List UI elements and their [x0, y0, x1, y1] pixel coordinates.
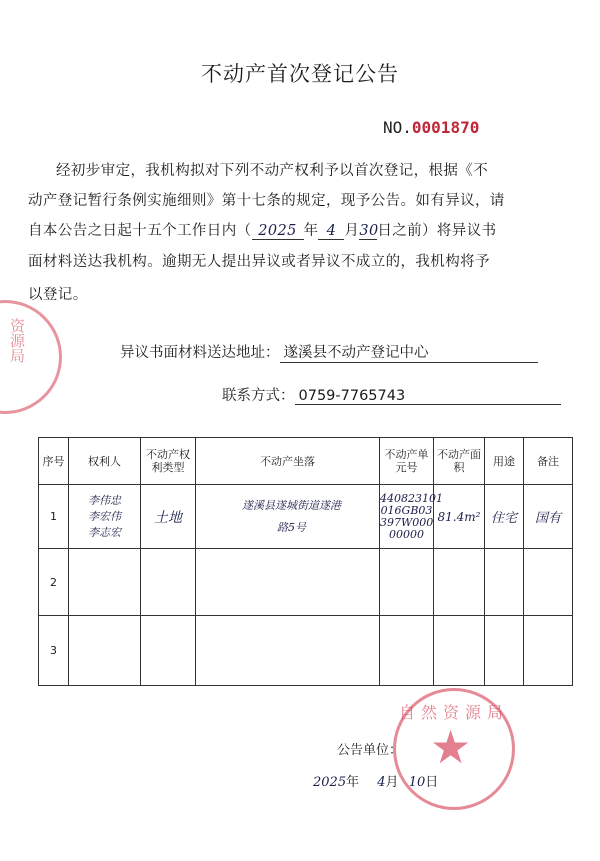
holder-name: 李志宏 [88, 525, 121, 539]
location-line: 遂溪县遂城街道遂港 [242, 498, 341, 512]
unit-no-line: 016GB03 [380, 503, 433, 517]
right-type-cell: 土地 [141, 485, 196, 549]
header-note: 备注 [524, 438, 573, 485]
registration-table [38, 437, 573, 686]
unit-no-line: 440823101 [380, 491, 443, 505]
note-cell: 国有 [524, 485, 573, 549]
deadline-suffix: 日之前）将异议书 [377, 223, 497, 239]
seal-star-icon: ★ [430, 720, 472, 774]
serial-value: 0001870 [411, 118, 480, 137]
holder-name: 李宏伟 [88, 509, 121, 523]
header-unit-no: 不动产单元号 [380, 438, 434, 485]
address-value: 遂溪县不动产登记中心 [280, 341, 538, 363]
area-cell: 81.4m² [434, 485, 485, 549]
serial-label: NO. [383, 118, 412, 137]
notice-paragraph-line-2: 动产登记暂行条例实施细则》第十七条的规定，现予公告。如有异议，请 [28, 193, 505, 209]
header-holder: 权利人 [69, 438, 141, 485]
unit-no-line: 397W000 [380, 515, 434, 529]
holder-cell [69, 485, 141, 549]
row-seq: 2 [39, 549, 69, 616]
seal-left-text: 资源局 [8, 318, 26, 363]
deadline-prefix: 自本公告之日起十五个工作日内（ [28, 223, 252, 239]
header-location: 不动产坐落 [196, 438, 380, 485]
issuing-org-label: 公告单位： [337, 743, 403, 758]
issue-day-char: 日 [425, 775, 439, 790]
address-label: 异议书面材料送达地址： [120, 345, 280, 361]
table-header-row [39, 438, 573, 485]
holder-name: 李伟忠 [88, 493, 121, 507]
contact-label: 联系方式： [222, 388, 295, 404]
issue-year: 2025 [313, 775, 347, 790]
issue-month: 4 [377, 775, 386, 790]
table-row [39, 616, 573, 686]
table-row [39, 549, 573, 616]
header-area: 不动产面积 [434, 438, 485, 485]
table-row [39, 485, 573, 549]
location-cell [196, 485, 380, 549]
seal-right-text: 自然资源局 [398, 703, 509, 722]
contact-row [222, 384, 561, 405]
notice-paragraph-line-4: 面材料送达我机构。逾期无人提出异议或者异议不成立的，我机构将予 [28, 254, 490, 270]
serial-number [383, 118, 479, 137]
issue-day: 10 [408, 775, 426, 790]
notice-paragraph-line-1: 经初步审定，我机构拟对下列不动产权利予以首次登记，根据《不 [56, 163, 489, 179]
header-use: 用途 [485, 438, 524, 485]
page-title: 不动产首次登记公告 [201, 62, 399, 86]
contact-value: 0759-7765743 [295, 388, 561, 405]
issue-date [313, 771, 438, 790]
use-cell: 住宅 [485, 485, 524, 549]
header-right-type: 不动产权利类型 [141, 438, 196, 485]
notice-paragraph-line-5: 以登记。 [28, 287, 88, 303]
location-line: 路5号 [277, 520, 306, 534]
objection-address-row [120, 341, 538, 363]
unit-no-cell [380, 485, 443, 549]
unit-no-line: 00000 [389, 527, 424, 541]
deadline-year: 2025 [252, 223, 304, 240]
deadline-month-char: 月 [344, 223, 360, 239]
deadline-year-char: 年 [303, 223, 319, 239]
issue-month-char: 月 [385, 775, 399, 790]
deadline-month: 4 [318, 223, 344, 240]
row-seq: 1 [39, 485, 69, 549]
issue-year-char: 年 [346, 775, 360, 790]
deadline-day: 30 [359, 223, 379, 239]
notice-paragraph-line-3 [28, 219, 574, 240]
row-seq: 3 [39, 616, 69, 686]
header-seq: 序号 [39, 438, 69, 485]
